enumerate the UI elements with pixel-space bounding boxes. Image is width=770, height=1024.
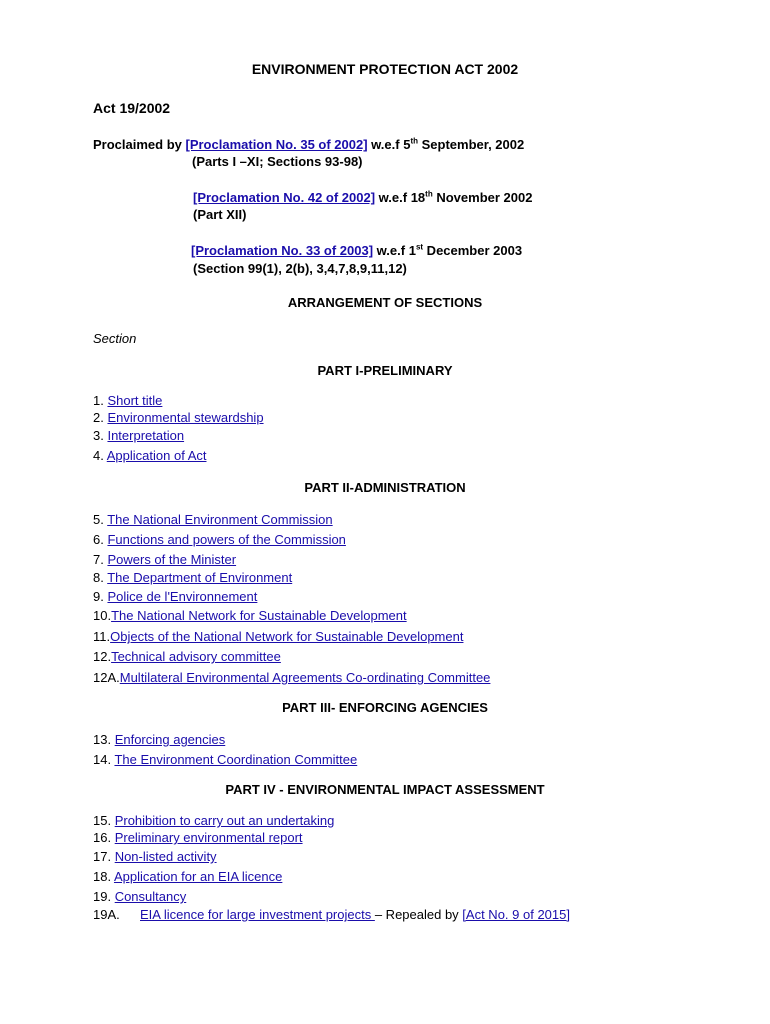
- list-item: [93, 410, 264, 425]
- document-title: ENVIRONMENT PROTECTION ACT 2002: [251, 61, 519, 77]
- section-link[interactable]: The Department of Environment: [107, 570, 293, 585]
- section-number: 15.: [93, 813, 115, 828]
- section-number: 7.: [93, 552, 108, 567]
- part-2-heading: PART II-ADMINISTRATION: [304, 480, 466, 495]
- section-number: 18.: [93, 869, 114, 884]
- proclamation-1-wef: w.e.f 5: [367, 137, 411, 152]
- section-link[interactable]: Prohibition to carry out an undertaking: [114, 813, 335, 828]
- list-item: [93, 570, 292, 585]
- part-4-heading: PART IV - ENVIRONMENTAL IMPACT ASSESSMENT: [225, 782, 545, 797]
- section-number: 6.: [93, 532, 108, 547]
- section-number: 9.: [93, 589, 108, 604]
- proclamation-2-wef: w.e.f 18: [375, 190, 426, 205]
- proclamation-line-2: [193, 190, 532, 205]
- proclamation-1-scope: (Parts I –XI; Sections 93-98): [192, 154, 363, 169]
- proclamation-line-1: [93, 137, 524, 152]
- section-number: 11.: [93, 629, 111, 644]
- act-number: Act 19/2002: [93, 100, 171, 116]
- list-item: [93, 393, 162, 408]
- section-number: 1.: [93, 393, 108, 408]
- section-number: 13.: [93, 732, 115, 747]
- proclamation-2-scope: (Part XII): [193, 207, 247, 222]
- section-link[interactable]: Interpretation: [107, 428, 185, 443]
- section-number: 12.: [93, 649, 112, 664]
- repealed-text: – Repealed by: [374, 907, 463, 922]
- proclamation-1-date: September, 2002: [418, 137, 525, 152]
- section-link[interactable]: Consultancy: [114, 889, 187, 904]
- section-number: 3.: [93, 428, 108, 443]
- section-link[interactable]: Short title: [107, 393, 163, 408]
- section-number: 14.: [93, 752, 115, 767]
- list-item: [93, 869, 282, 884]
- list-item: [93, 830, 303, 845]
- list-item: [93, 889, 186, 904]
- section-link[interactable]: Non-listed activity: [114, 849, 217, 864]
- list-item: [93, 752, 357, 767]
- section-number: 12A.: [93, 670, 120, 685]
- proclamation-2-sup: th: [425, 189, 433, 199]
- proclamation-2-date: November 2002: [432, 190, 533, 205]
- section-link[interactable]: The National Environment Commission: [107, 512, 333, 527]
- section-link[interactable]: Objects of the National Network for Sustainable Development: [110, 629, 464, 644]
- section-label: Section: [93, 331, 137, 346]
- list-item: [93, 649, 281, 664]
- list-item: [93, 512, 333, 527]
- section-link[interactable]: EIA licence for large investment projects: [140, 907, 375, 922]
- proclamation-33-2003-link[interactable]: [Proclamation No. 33 of 2003]: [191, 243, 374, 258]
- proclamation-3-scope: (Section 99(1), 2(b), 3,4,7,8,9,11,12): [193, 261, 407, 276]
- list-item: [93, 732, 225, 747]
- list-item: [93, 629, 463, 644]
- section-link[interactable]: Functions and powers of the Commission: [107, 532, 346, 547]
- section-number: 17.: [93, 849, 115, 864]
- proclamation-42-2002-link[interactable]: [Proclamation No. 42 of 2002]: [193, 190, 376, 205]
- list-item: [93, 849, 217, 864]
- proclamation-line-3: [191, 243, 522, 258]
- section-number: 19A.: [93, 907, 120, 922]
- section-number: 10.: [93, 608, 112, 623]
- section-link[interactable]: Technical advisory committee: [111, 649, 281, 664]
- section-link[interactable]: Multilateral Environmental Agreements Co-ordinating Committee: [119, 670, 491, 685]
- section-link[interactable]: Application for an EIA licence: [113, 869, 283, 884]
- list-item: [93, 552, 236, 567]
- proclamation-35-2002-link[interactable]: [Proclamation No. 35 of 2002]: [185, 137, 368, 152]
- list-item: [93, 608, 407, 623]
- section-link[interactable]: Enforcing agencies: [114, 732, 226, 747]
- proclamation-1-sup: th: [410, 136, 418, 146]
- section-number: 19.: [93, 889, 115, 904]
- section-link[interactable]: Powers of the Minister: [107, 552, 237, 567]
- list-item: [93, 670, 490, 685]
- part-1-heading: PART I-PRELIMINARY: [317, 363, 453, 378]
- proclamation-3-sup: st: [415, 242, 424, 252]
- section-number: 2.: [93, 410, 108, 425]
- section-link[interactable]: The Environment Coordination Committee: [114, 752, 358, 767]
- part-3-heading: PART III- ENFORCING AGENCIES: [282, 700, 488, 715]
- section-link[interactable]: Police de l'Environnement: [107, 589, 258, 604]
- section-link[interactable]: Environmental stewardship: [107, 410, 264, 425]
- list-item: [93, 532, 346, 547]
- list-item: [93, 589, 257, 604]
- section-number: 16.: [93, 830, 115, 845]
- list-item: [93, 813, 334, 828]
- repealing-act-link[interactable]: [Act No. 9 of 2015]: [462, 907, 570, 922]
- arrangement-heading: ARRANGEMENT OF SECTIONS: [287, 295, 483, 310]
- section-number: 4.: [93, 448, 107, 463]
- section-number: 5.: [93, 512, 108, 527]
- proclamation-3-date: December 2003: [423, 243, 523, 258]
- list-item: [93, 448, 206, 463]
- section-link[interactable]: Application of Act: [106, 448, 207, 463]
- list-item-19a-content: [140, 907, 570, 922]
- proclamation-3-wef: w.e.f 1: [373, 243, 416, 258]
- list-item-19a: [93, 907, 120, 922]
- section-link[interactable]: The National Network for Sustainable Development: [111, 608, 407, 623]
- list-item: [93, 428, 184, 443]
- section-number: 8.: [93, 570, 108, 585]
- proclaimed-by-label: Proclaimed by: [93, 137, 182, 152]
- section-link[interactable]: Preliminary environmental report: [114, 830, 303, 845]
